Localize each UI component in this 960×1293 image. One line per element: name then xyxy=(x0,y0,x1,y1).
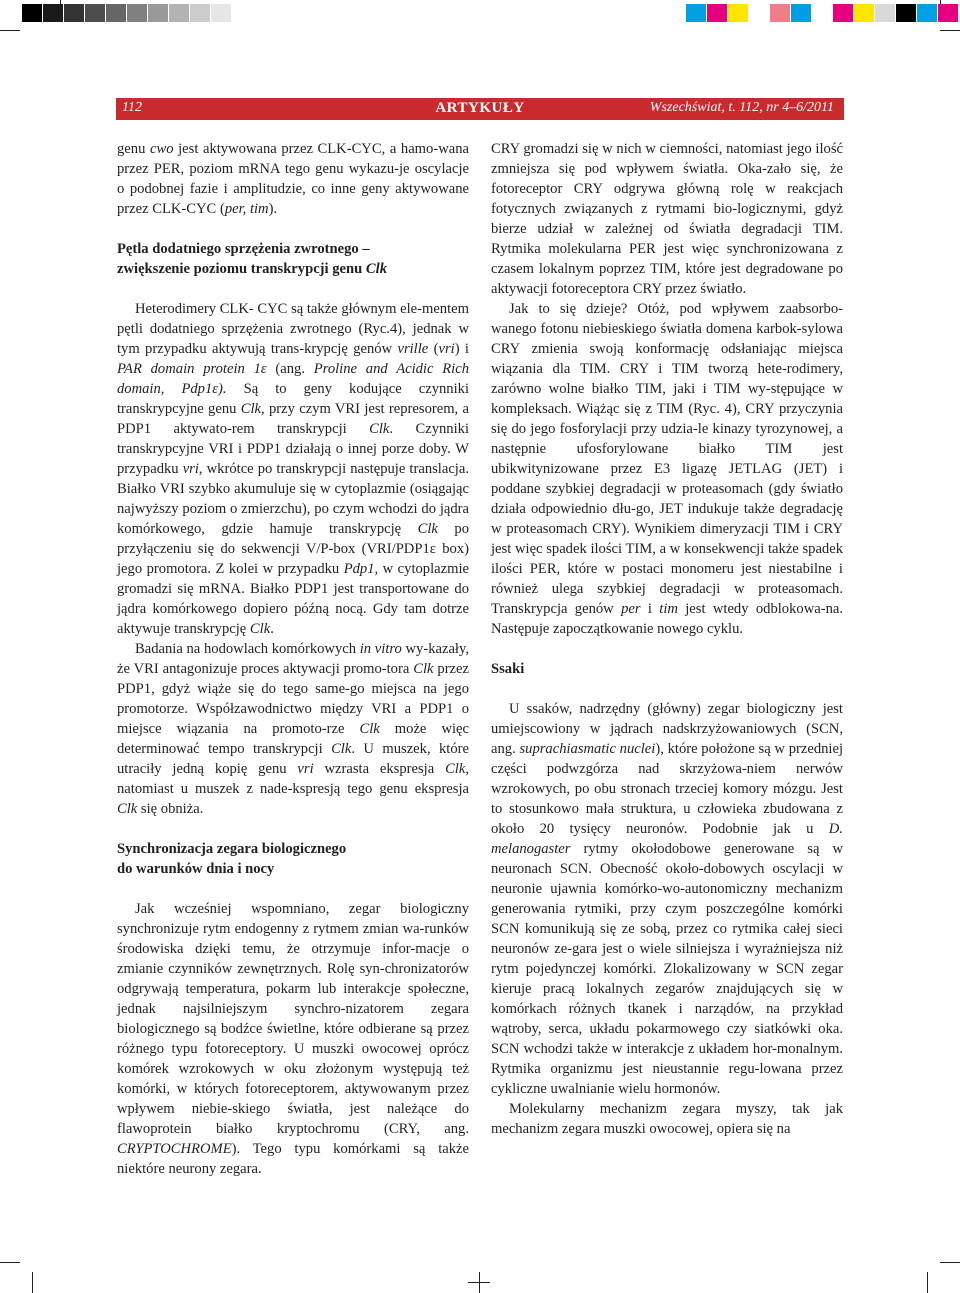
calibration-swatch xyxy=(22,4,43,22)
calibration-swatch xyxy=(770,4,791,22)
calibration-swatch xyxy=(190,4,211,22)
section-heading: Ssaki xyxy=(491,661,525,677)
calibration-swatch xyxy=(127,4,148,22)
paragraph: Heterodimery CLK- CYC są także głównym ele-mentem pętli dodatniego sprzężenia zwrotnego (Ryc.4), jednak w tym przypadku aktywują trans-krypcję genów vrille (vri) i PAR domain protein 1ε (ang. Proline and Acidic Rich domain, Pdp1ε). Są to geny kodujące czynniki transkrypcyjne genu Clk, przy czym VRI jest represorem, a PDP1 aktywato-rem transkrypcji Clk. Czynniki transkrypcyjne VRI i PDP1 działają o innej porze doby. W przypadku vri, wkrótce po transkrypcji następuje translacja. Białko VRI szybko akumuluje się w cytoplazmie (osiągając najwyższy poziom o zmierzchu), po czym wchodzi do jądra komórkowego, gdzie hamuje transkrypcję Clk po przyłączeniu się do sekwencji V/P-box (VRI/PDP1ε box) jego promotora. Z kolei w przypadku Pdp1, w cytoplazmie gromadzi się mRNA. Białko PDP1 jest transportowane do jądra komórkowego dopiero późną nocą. Gdy tam dotrze aktywuje transkrypcję Clk. xyxy=(117,301,469,637)
paragraph: Molekularny mechanizm zegara myszy, tak jak mechanizm zegara muszki owocowej, opiera się na xyxy=(491,1101,843,1137)
left-column xyxy=(117,139,469,1179)
crop-mark xyxy=(940,30,960,31)
calibration-swatch xyxy=(707,4,728,22)
right-column xyxy=(491,139,843,1139)
calibration-swatch xyxy=(812,4,833,22)
crop-mark xyxy=(0,1262,20,1263)
calibration-swatch xyxy=(148,4,169,22)
section-heading: Synchronizacja zegara biologicznego do warunków dnia i nocy xyxy=(117,841,347,877)
paragraph: genu cwo jest aktywowana przez CLK-CYC, a hamo-wana przez PER, poziom mRNA tego genu wykazu-je oscylacje o podobnej fazie i amplitudzie, co inne geny aktywowane przez CLK-CYC (per, tim). xyxy=(117,141,469,217)
calibration-swatch xyxy=(749,4,770,22)
grayscale-calibration-bar xyxy=(22,4,253,22)
calibration-swatch xyxy=(854,4,875,22)
calibration-swatch xyxy=(938,4,959,22)
color-calibration-bar xyxy=(686,4,959,22)
calibration-swatch xyxy=(875,4,896,22)
crop-mark xyxy=(940,1262,960,1263)
registration-mark xyxy=(468,1282,490,1283)
calibration-swatch xyxy=(106,4,127,22)
journal-citation: Wszechświat, t. 112, nr 4–6/2011 xyxy=(649,100,834,115)
calibration-swatch xyxy=(686,4,707,22)
crop-mark xyxy=(940,0,941,4)
calibration-swatch xyxy=(728,4,749,22)
section-title: ARTYKUŁY xyxy=(435,100,525,116)
running-header xyxy=(116,98,844,120)
calibration-swatch xyxy=(211,4,232,22)
crop-mark xyxy=(32,1272,33,1293)
page-number: 112 xyxy=(122,100,142,115)
crop-mark xyxy=(60,0,61,22)
calibration-swatch xyxy=(791,4,812,22)
paragraph: Badania na hodowlach komórkowych in vitro wy-kazały, że VRI antagonizuje proces aktywacji promo-tora Clk przez PDP1, gdyż wiąże się do tego same-go miejsca na jego promotorze. Współzawodnictwo między VRI a PDP1 o miejsce wiązania na promoto-rze Clk może więc determinować tempo transkrypcji Clk. U muszek, które utraciły jedną kopię genu vri wzrasta ekspresja Clk, natomiast u muszek z nade-kspresją tego genu ekspresja Clk się obniża. xyxy=(117,641,470,817)
calibration-swatch xyxy=(64,4,85,22)
calibration-swatch xyxy=(917,4,938,22)
crop-mark xyxy=(927,1272,928,1293)
calibration-swatch xyxy=(169,4,190,22)
crop-mark xyxy=(0,30,20,31)
calibration-swatch xyxy=(85,4,106,22)
paragraph: Jak wcześniej wspomniano, zegar biologiczny synchronizuje rytm endogenny z rytmem zmian wa-runków środowiska dzięki temu, że otrzymuje infor-macje o zmianie czynników zewnętrznych. Rolę syn-chronizatorów odgrywają temperatura, pokarm lub interakcje społeczne, jednak najsilniejszym synchro-nizatorem zegara biologicznego są bodźce świetlne, które odbierane są przez różnego typu fotoreceptory. U muszki owocowej oprócz komórek wzrokowych w oku złożonym występują też komórki, w których fotoreceptorem, aktywowanym przez wpływem niebie-skiego światła, jest należące do flawoprotein białko kryptochromu (CRY, ang. CRYPTOCHROME). Tego typu komórkami są także niektóre neurony zegara. xyxy=(117,901,469,1177)
calibration-swatch xyxy=(232,4,253,22)
calibration-swatch xyxy=(896,4,917,22)
section-heading: Pętla dodatniego sprzężenia zwrotnego – zwiększenie poziomu transkrypcji genu Clk xyxy=(117,241,387,277)
paragraph: CRY gromadzi się w nich w ciemności, natomiast jego ilość zmniejsza się pod wpływem światła. Oka-zało się, że fotoreceptor CRY odgrywa główną rolę w reakcjach fotycznych związanych z rytmami bio-logicznymi, gdyż bierze udział w zależnej od światła degradacji TIM. Rytmika molekularna PER jest więc synchronizowana z czasem lokalnym poprzez TIM, które jest degradowane po aktywacji fotoreceptora CRY przez światło. xyxy=(491,141,843,297)
paragraph: Jak to się dzieje? Otóż, pod wpływem zaabsorbo-wanego fotonu niebieskiego światła domena karbok-sylowa CRY zmienia swoją konformację odsłaniając miejsca wiązania dla TIM. CRY i TIM tworzą hete-rodimery, zarówno wolne białko TIM, jaki i TIM wy-stępujące w kompleksach. Wiążąc się z TIM (Ryc. 4), CRY przyczynia się do jego fosforylacji przy udzia-le kinazy tyrozynowej, a następnie ufosforylowane białko TIM jest ubikwitynizowane przez E3 ligazę JETLAG (JET) i poddane szybkiej degradacji w proteasomach (gdy światło działa odpowiednio dłu-go, JET indukuje także degradację w proteasomach CRY). Wynikiem dimeryzacji TIM i CRY jest więc spadek ilości TIM, a w konsekwencji także spadek ilości PER, które w postaci monomeru jest niestabilne i również ulega szybkiej degradacji w proteasomach. Transkrypcja genów per i tim jest wtedy odblokowa-na. Następuje zapoczątkowanie nowego cyklu. xyxy=(491,301,843,637)
paragraph: U ssaków, nadrzędny (główny) zegar biologiczny jest umiejscowiony w jądrach nadskrzyżowaniowych (SCN, ang. suprachiasmatic nuclei), które położone są w przedniej części podwzgórza nad skrzyżowa-niem nerwów wzrokowych, po obu stronach trzeciej komory mózgu. Jest to stosunkowo mała struktura, u człowieka zbudowana z około 20 tysięcy neuronów. Podobnie jak u D. melanogaster rytmy okołodobowe generowane są w neuronach SCN. Obecność około-dobowych oscylacji w neuronie ujawnia komórko-wo-autonomiczny mechanizm generowania rytmiki, przy czym poszczególne komórki SCN komunikują się ze sobą, przez co rytmika całej sieci neuronów ze-gara jest o wiele silniejsza i wyrażniejsza niż rytm pojedynczej komórki. Zlokalizowany w SCN zegar kieruje pracą lokalnych zegarów znajdujących się w komórkach różnych tkanek i narządów, na przykład wątroby, serca, układu pokarmowego czy siatkówki oka. SCN wchodzi także w interakcje z układem hor-monalnym. Rytmika organizmu jest nieustannie regu-lowana przez cykliczne uwalnianie wielu hormonów. xyxy=(491,701,843,1097)
calibration-swatch xyxy=(833,4,854,22)
